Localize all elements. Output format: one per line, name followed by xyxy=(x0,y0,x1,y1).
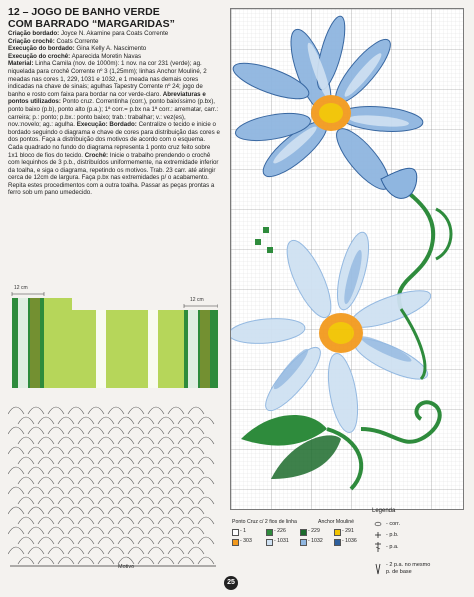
crochet-arc xyxy=(158,477,174,484)
crochet-arc xyxy=(118,557,134,564)
crochet-arc xyxy=(28,467,44,474)
crochet-arc xyxy=(108,447,124,454)
crochet-arc xyxy=(138,477,154,484)
crochet-arc xyxy=(28,407,44,414)
crochet-arc xyxy=(78,537,94,544)
crochet-arc xyxy=(88,487,104,494)
instruction-text: Centralize o tecido e inicie o bordado seguindo o diagrama e chave de cores para distribuição das cores e dos pontos. Faça a distribuição dos motivos de acordo com o esquema. Cada quadrado no fundo do diagrama representa 1 ponto cruz feito sobre 1x1 bloco de fios do tecido. xyxy=(8,121,220,159)
crochet-arc xyxy=(78,557,94,564)
crochet-arc xyxy=(178,437,194,444)
crochet-arc xyxy=(158,557,174,564)
crochet-arc xyxy=(158,437,174,444)
crochet-arc xyxy=(28,447,44,454)
crochet-arc xyxy=(28,507,44,514)
crochet-arc xyxy=(188,407,204,414)
instructions-text xyxy=(8,30,220,197)
color-key xyxy=(232,519,372,559)
crochet-arc xyxy=(128,547,144,554)
key-header-left: Ponto Cruz c/ 2 fios de linha xyxy=(232,519,297,525)
crochet-arc xyxy=(138,557,154,564)
crochet-arc xyxy=(108,467,124,474)
crochet-arc xyxy=(58,417,74,424)
crochet-arc xyxy=(48,467,64,474)
crochet-arc xyxy=(168,427,184,434)
crochet-arc xyxy=(108,527,124,534)
crochet-arc xyxy=(138,517,154,524)
title-line-2: COM BARRADO “MARGARIDAS” xyxy=(8,18,175,30)
instruction-heading: Execução do crochê: xyxy=(8,52,71,60)
legend-note-2: p. de base xyxy=(386,569,412,575)
crochet-arc xyxy=(58,437,74,444)
crochet-arc xyxy=(58,497,74,504)
instruction-paragraph xyxy=(8,38,220,46)
crochet-arc xyxy=(138,417,154,424)
crochet-arc xyxy=(38,537,54,544)
crochet-arc xyxy=(118,517,134,524)
crochet-arc xyxy=(128,507,144,514)
crochet-lace-diagram xyxy=(8,398,218,570)
crochet-arc xyxy=(98,457,114,464)
crochet-arc xyxy=(108,427,124,434)
crochet-arc xyxy=(68,507,84,514)
pattern-title xyxy=(8,6,220,30)
instruction-text: Joyce N. Akamine para Coats Corrente xyxy=(59,30,169,37)
crochet-arc xyxy=(98,517,114,524)
crochet-arc xyxy=(188,547,204,554)
cross-stitch-chart xyxy=(230,8,464,510)
crochet-arc xyxy=(168,407,184,414)
crochet-arc xyxy=(178,557,194,564)
crochet-arc xyxy=(58,557,74,564)
crochet-arc xyxy=(38,457,54,464)
crochet-arc xyxy=(128,487,144,494)
crochet-arc xyxy=(198,517,214,524)
crochet-arc xyxy=(88,427,104,434)
crochet-arc xyxy=(38,517,54,524)
crochet-arc xyxy=(8,547,24,554)
dimension-label-right: 12 cm xyxy=(190,297,204,303)
crochet-arc xyxy=(148,407,164,414)
crochet-arc xyxy=(128,427,144,434)
crochet-arc xyxy=(168,547,184,554)
crochet-arc xyxy=(78,457,94,464)
instruction-heading: Criação crochê: xyxy=(8,37,55,45)
color-swatch xyxy=(232,539,239,546)
title-line-1: 12 – JOGO DE BANHO VERDE xyxy=(8,6,160,18)
crochet-arc xyxy=(198,537,214,544)
color-swatch xyxy=(232,529,239,536)
dimension-label-left: 12 cm xyxy=(14,285,28,291)
crochet-arc xyxy=(38,557,54,564)
crochet-arc xyxy=(48,507,64,514)
crochet-arc xyxy=(188,507,204,514)
crochet-arc xyxy=(188,467,204,474)
crochet-arc xyxy=(108,487,124,494)
color-swatch xyxy=(300,529,307,536)
crochet-arc xyxy=(178,497,194,504)
color-code: - 226 xyxy=(274,528,286,534)
crochet-arc xyxy=(68,407,84,414)
crochet-arc xyxy=(118,497,134,504)
crochet-arc xyxy=(48,427,64,434)
crochet-arc xyxy=(198,557,214,564)
color-code: - 303 xyxy=(240,538,252,544)
crochet-arc xyxy=(68,547,84,554)
crochet-arc xyxy=(78,417,94,424)
crochet-arc xyxy=(178,417,194,424)
crochet-arc xyxy=(88,527,104,534)
crochet-arc xyxy=(128,527,144,534)
color-code: - 1036 xyxy=(342,538,357,544)
crochet-arc xyxy=(198,417,214,424)
crochet-arc xyxy=(148,447,164,454)
crochet-arc xyxy=(108,407,124,414)
crochet-arc xyxy=(108,547,124,554)
crochet-arc xyxy=(188,427,204,434)
instruction-heading: Abreviaturas e pontos utilizados: xyxy=(8,90,206,106)
crochet-arc xyxy=(198,477,214,484)
crochet-arc xyxy=(188,447,204,454)
crochet-arc xyxy=(168,467,184,474)
crochet-arc xyxy=(138,497,154,504)
crochet-arc xyxy=(198,437,214,444)
crochet-arc xyxy=(178,517,194,524)
cross-stitch-grid xyxy=(231,9,463,509)
crochet-arc xyxy=(18,477,34,484)
crochet-arc xyxy=(198,457,214,464)
crochet-arc xyxy=(58,457,74,464)
crochet-arc xyxy=(8,487,24,494)
crochet-arc xyxy=(138,457,154,464)
crochet-arc xyxy=(18,437,34,444)
crochet-arc xyxy=(8,467,24,474)
crochet-arc xyxy=(148,527,164,534)
crochet-arc xyxy=(158,537,174,544)
color-code: - 1032 xyxy=(308,538,323,544)
crochet-arc xyxy=(88,547,104,554)
crochet-arc xyxy=(58,537,74,544)
crochet-arc xyxy=(128,467,144,474)
crochet-arc xyxy=(188,527,204,534)
crochet-arc xyxy=(118,437,134,444)
crochet-chart xyxy=(8,398,218,570)
color-code: - 291 xyxy=(342,528,354,534)
crochet-arc xyxy=(168,507,184,514)
instruction-heading: Material: xyxy=(8,60,34,68)
legend-note-1: - 2 p.a. no mesmo xyxy=(386,562,431,568)
crochet-arc xyxy=(158,517,174,524)
crochet-arc xyxy=(168,447,184,454)
instruction-heading: Criação bordado: xyxy=(8,30,60,37)
crochet-arc xyxy=(8,447,24,454)
crochet-arc xyxy=(198,497,214,504)
crochet-arc xyxy=(8,507,24,514)
crochet-arc xyxy=(118,537,134,544)
key-header-right: Anchor Mouliné xyxy=(318,519,355,525)
crochet-arc xyxy=(68,447,84,454)
color-code: - 229 xyxy=(308,528,320,534)
crochet-arc xyxy=(148,467,164,474)
crochet-arc xyxy=(8,407,24,414)
crochet-arc xyxy=(158,417,174,424)
crochet-arc xyxy=(68,467,84,474)
crochet-arc xyxy=(18,517,34,524)
crochet-arc xyxy=(88,467,104,474)
crochet-arc xyxy=(98,537,114,544)
crochet-arc xyxy=(148,507,164,514)
color-code: - 1 xyxy=(240,528,247,534)
crochet-arc xyxy=(78,437,94,444)
crochet-arc xyxy=(98,437,114,444)
crochet-arc xyxy=(28,487,44,494)
crochet-arc xyxy=(28,527,44,534)
towel-schematic xyxy=(8,286,218,390)
legend-item-corr: - corr. xyxy=(386,521,401,527)
crochet-arc xyxy=(48,447,64,454)
crochet-arc xyxy=(38,417,54,424)
instruction-paragraph xyxy=(8,53,220,61)
crochet-arc xyxy=(68,487,84,494)
crochet-arc xyxy=(58,517,74,524)
legend-item-pa: - p.a. xyxy=(386,544,399,550)
instruction-text: Coats Corrente xyxy=(54,37,99,45)
crochet-arc xyxy=(98,417,114,424)
crochet-arc xyxy=(168,487,184,494)
color-swatch xyxy=(266,529,273,536)
page-number: 25 xyxy=(224,576,238,590)
color-code: - 1031 xyxy=(274,538,289,544)
crochet-arc xyxy=(98,497,114,504)
crochet-arc xyxy=(78,517,94,524)
instruction-paragraph xyxy=(8,45,220,53)
crochet-legend xyxy=(372,508,468,588)
crochet-arc xyxy=(28,547,44,554)
crochet-arc xyxy=(38,497,54,504)
color-swatch xyxy=(266,539,273,546)
crochet-arc xyxy=(148,487,164,494)
crochet-arc xyxy=(18,457,34,464)
crochet-arc xyxy=(88,447,104,454)
crochet-arc xyxy=(88,507,104,514)
crochet-arc xyxy=(188,487,204,494)
crochet-arc xyxy=(118,417,134,424)
crochet-arc xyxy=(128,447,144,454)
legend-item-pb: - p.b. xyxy=(386,532,399,538)
crochet-arc xyxy=(98,477,114,484)
color-swatch xyxy=(300,539,307,546)
crochet-arc xyxy=(8,427,24,434)
crochet-arc xyxy=(28,427,44,434)
crochet-arc xyxy=(158,497,174,504)
crochet-arc xyxy=(88,407,104,414)
crochet-arc xyxy=(8,527,24,534)
instruction-paragraph xyxy=(8,30,220,38)
crochet-arc xyxy=(58,477,74,484)
crochet-arc xyxy=(38,437,54,444)
crochet-arc xyxy=(118,457,134,464)
instruction-heading: Execução do bordado: xyxy=(8,45,75,53)
towel-layout-diagram xyxy=(8,286,218,390)
crochet-arc xyxy=(158,457,174,464)
crochet-arc xyxy=(138,437,154,444)
crochet-arc xyxy=(178,537,194,544)
crochet-arc xyxy=(138,537,154,544)
color-swatch xyxy=(334,529,341,536)
crochet-arc xyxy=(48,547,64,554)
instruction-paragraph xyxy=(8,60,220,197)
crochet-arc xyxy=(178,477,194,484)
crochet-arc xyxy=(18,497,34,504)
instruction-heading: Crochê: xyxy=(84,151,109,159)
crochet-arc xyxy=(68,527,84,534)
crochet-arc xyxy=(18,417,34,424)
motivo-label: Motivo xyxy=(118,564,135,570)
legend-title: Legenda xyxy=(372,508,396,514)
crochet-arc xyxy=(68,427,84,434)
crochet-arc xyxy=(48,527,64,534)
crochet-arc xyxy=(128,407,144,414)
instruction-text: Gina Kelly A. Nascimento xyxy=(74,45,147,53)
crochet-arc xyxy=(178,457,194,464)
crochet-arc xyxy=(148,427,164,434)
crochet-arc xyxy=(18,557,34,564)
crochet-arc xyxy=(48,407,64,414)
crochet-arc xyxy=(168,527,184,534)
crochet-arc xyxy=(98,557,114,564)
crochet-arc xyxy=(38,477,54,484)
crochet-arc xyxy=(48,487,64,494)
instruction-text: Inicie o trabalho prendendo o crochê com lequinhos de 3 p.b., distribuídos uniformemente, na extremidade inferior da toalha, e siga o diagrama, repetindo os motivos. Trab. 23 carr. até atingir cerca de 12cm de largura. Faça p.bx nas extremidades p/ o acabamento. Repita estes procedimentos com a outra toalha. Passar as peças prontas a ferro sob um pano umedecido. xyxy=(8,151,219,197)
instruction-text: Aparecida Moretin Navas xyxy=(70,52,142,60)
crochet-arc xyxy=(78,497,94,504)
crochet-arc xyxy=(118,477,134,484)
color-swatch xyxy=(334,539,341,546)
crochet-arc xyxy=(18,537,34,544)
instruction-heading: Execução: Bordado: xyxy=(76,121,137,129)
crochet-arc xyxy=(148,547,164,554)
crochet-arc xyxy=(108,507,124,514)
crochet-arc xyxy=(78,477,94,484)
instruction-text: Ponto cruz. Correntinha (corr.), ponto baixíssimo (p.bx), ponto baixo (p.b), ponto alto (p.a.); 1ª corr.= p.bx na 1ª corr.: arrematar, carr.: carreira; p.: ponto; p.bx.: ponto baixo; trab.: trabalhar; v.: vez(es), nov.:novelo; ag.: agulha. xyxy=(8,98,219,129)
instruction-text: Linha Camila (nov. de 1000m): 1 nov. na cor 231 (verde); ag. niquelada para crochê Corrente nº 3 (1,25mm); linhas Anchor Mouliné, 2 meadas nas cores 1, 229, 1031 e 1032, e 1 meada nas demais cores indicadas na chave de sinais; agulhas Tapestry Corrente nº 24; jogo de banho e rosto com faixa para bordar na cor verde-claro. xyxy=(8,60,207,98)
